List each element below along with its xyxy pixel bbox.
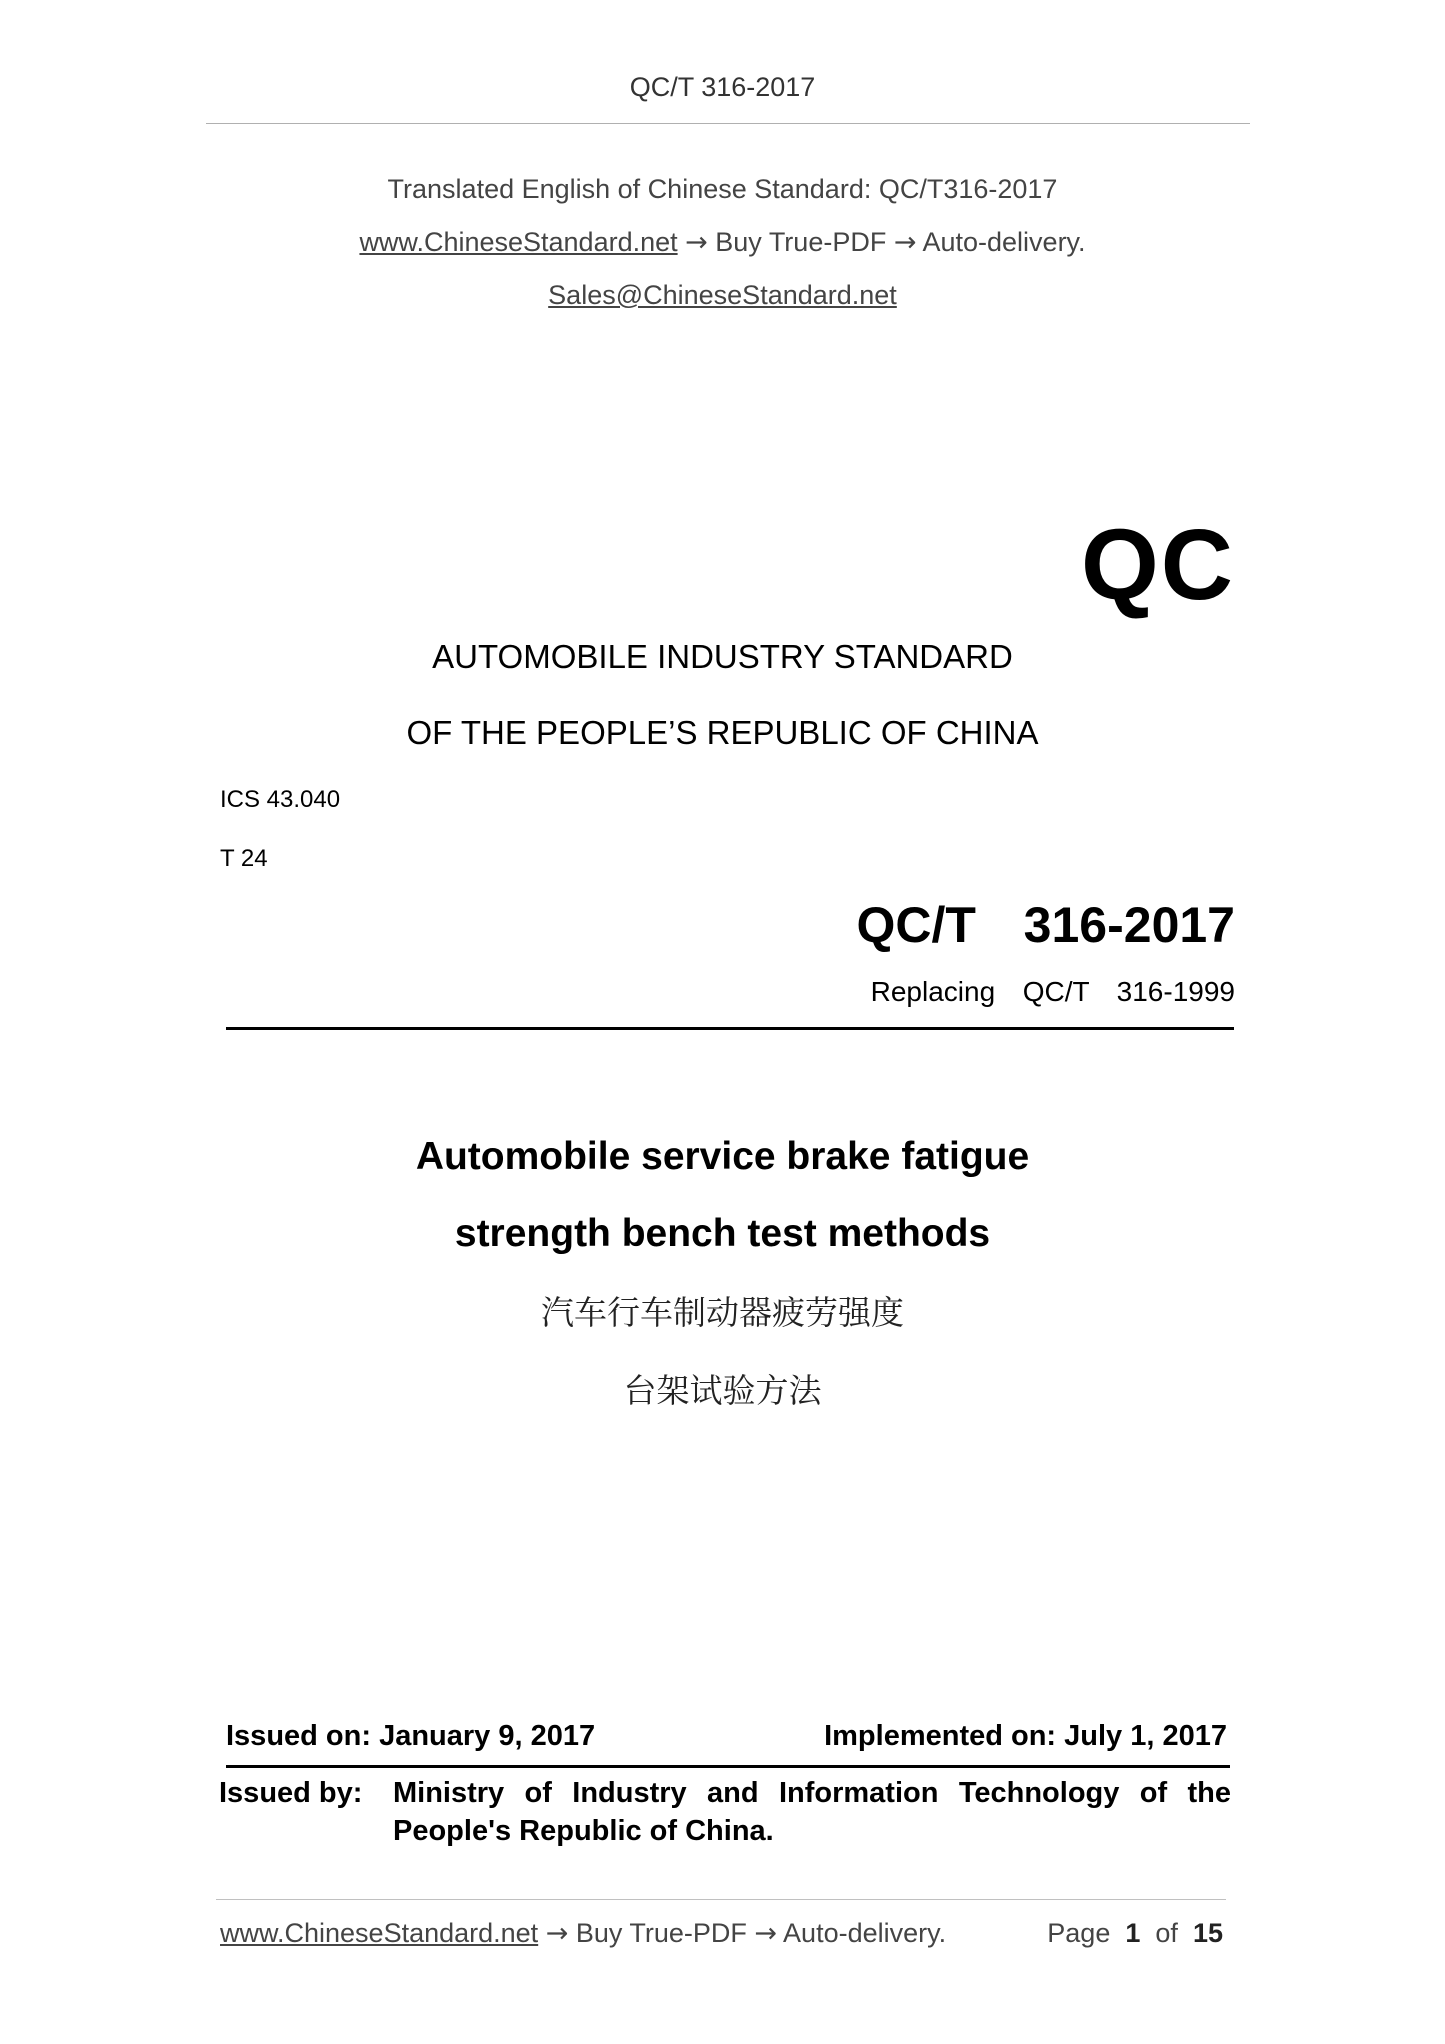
footer-buy-text: Buy True-PDF: [575, 1918, 747, 1948]
footer-divider: [216, 1899, 1226, 1900]
issued-by-line1: Ministry of Industry and Information Technology of the: [393, 1777, 1231, 1809]
standard-type-line2: OF THE PEOPLE’S REPUBLIC OF CHINA: [406, 714, 1039, 751]
header-divider: [206, 123, 1250, 124]
arrow-right-icon: →: [545, 1918, 569, 1949]
delivery-text: Auto-delivery.: [922, 227, 1086, 257]
of-word: of: [1155, 1918, 1178, 1948]
buy-text: Buy True-PDF: [715, 227, 887, 257]
arrow-right-icon: →: [893, 227, 917, 258]
page-total: 15: [1192, 1918, 1223, 1948]
translation-notice: Translated English of Chinese Standard: QC/T316-2017: [387, 174, 1058, 204]
running-header: QC/T 316-2017: [629, 72, 816, 102]
t-code: T 24: [220, 845, 268, 872]
standard-type-line1: AUTOMOBILE INDUSTRY STANDARD: [432, 638, 1013, 675]
english-title-line2: strength bench test methods: [454, 1212, 991, 1255]
replacing-note: Replacing QC/T 316-1999: [870, 976, 1235, 1007]
chinese-title-line1: 汽车行车制动器疲劳强度: [541, 1293, 904, 1332]
page-current: 1: [1125, 1918, 1141, 1948]
arrow-right-icon: →: [754, 1918, 778, 1949]
purchase-line: [0, 227, 1445, 258]
main-divider: [226, 1027, 1234, 1030]
english-title-line1: Automobile service brake fatigue: [415, 1135, 1030, 1178]
sales-email-link[interactable]: Sales@ChineseStandard.net: [548, 280, 897, 310]
arrow-right-icon: →: [685, 227, 708, 258]
issued-by-line2: People's Republic of China.: [393, 1815, 774, 1847]
standard-number: QC/T 316-2017: [856, 897, 1235, 953]
issued-on-date: Issued on: January 9, 2017: [226, 1720, 596, 1752]
chinese-title-line2: 台架试验方法: [623, 1371, 822, 1410]
date-divider: [226, 1765, 1230, 1768]
footer-site-link[interactable]: www.ChineseStandard.net: [220, 1918, 539, 1948]
sales-line: [0, 280, 1445, 311]
ics-code: ICS 43.040: [220, 786, 341, 813]
page-word: Page: [1047, 1918, 1111, 1948]
footer-purchase-line: [220, 1918, 946, 1949]
implemented-on-date: Implemented on: July 1, 2017: [824, 1720, 1227, 1752]
footer-delivery-text: Auto-delivery.: [783, 1918, 947, 1948]
qc-logo-text: QC: [1081, 509, 1235, 621]
issued-by-label: Issued by:: [219, 1777, 363, 1809]
site-link[interactable]: www.ChineseStandard.net: [359, 227, 678, 257]
page-indicator: [1047, 1918, 1223, 1949]
